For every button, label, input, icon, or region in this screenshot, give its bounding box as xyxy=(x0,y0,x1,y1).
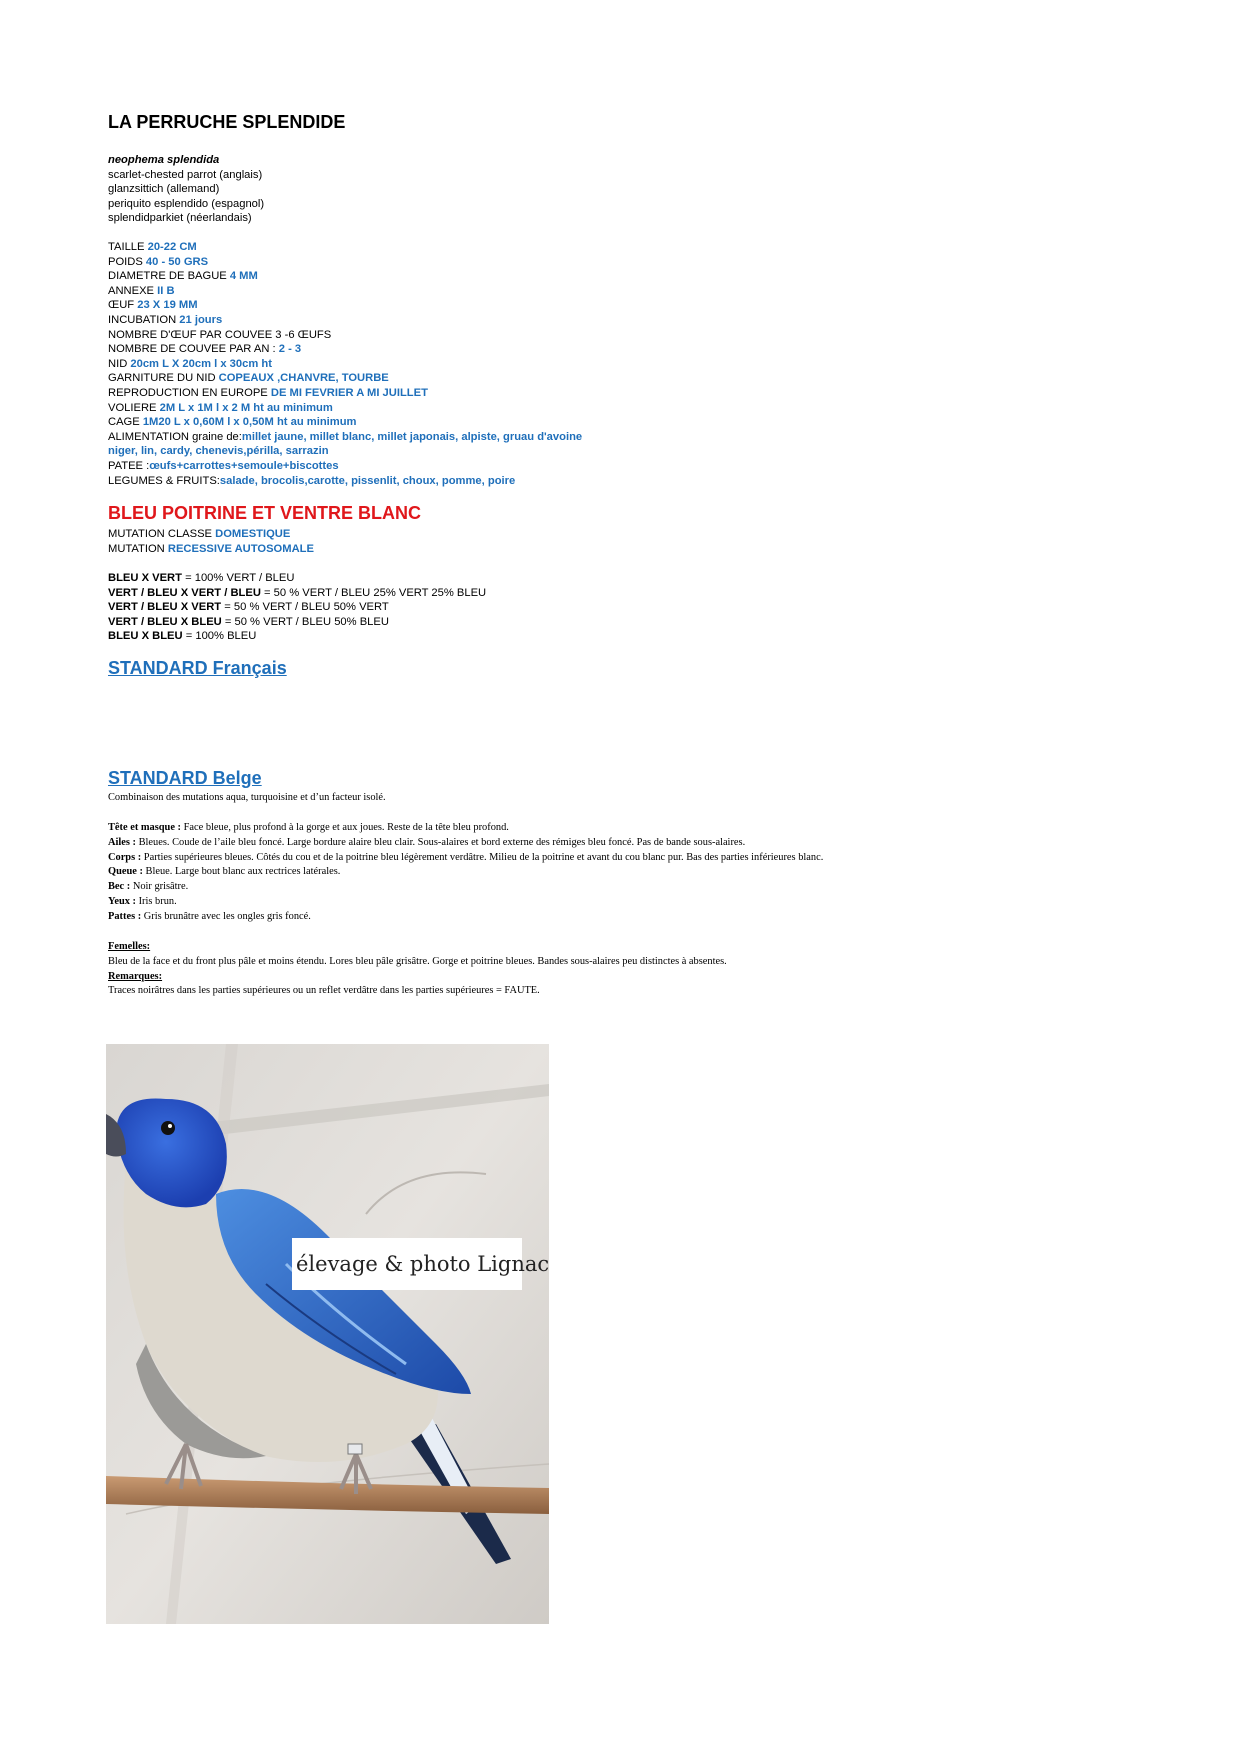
part-row: Pattes : Gris brunâtre avec les ongles gris foncé. xyxy=(108,910,311,922)
fact-row: ALIMENTATION graine de:millet jaune, millet blanc, millet japonais, alpiste, gruau d'avoine xyxy=(108,430,583,443)
remarques-text: Traces noirâtres dans les parties supérieures ou un reflet verdâtre dans les parties supérieures = FAUTE. xyxy=(108,985,540,997)
standard-belge-intro: Combinaison des mutations aqua, turquoisine et d’un facteur isolé. xyxy=(108,792,386,803)
mutation-info xyxy=(108,527,314,556)
femelles-text: Bleu de la face et du front plus pâle et moins étendu. Lores bleu pâle grisâtre. Gorge et poitrine bleues. Bandes sous-alaires peu distinctes à absentes. xyxy=(108,955,727,967)
cross-row: BLEU X VERT = 100% VERT / BLEU xyxy=(108,572,295,584)
standard-belge-parts xyxy=(108,821,823,925)
part-row: Bec : Noir grisâtre. xyxy=(108,881,189,893)
fact-row: POIDS 40 - 50 GRS xyxy=(108,255,209,268)
part-row: Tête et masque : Face bleue, plus profond à la gorge et aux joues. Reste de la tête bleu profond. xyxy=(108,822,509,833)
fact-row: INCUBATION 21 jours xyxy=(108,313,223,326)
part-row: Yeux : Iris brun. xyxy=(108,895,177,907)
dutch-name: splendidparkiet (néerlandais) xyxy=(108,212,252,225)
bird-eye xyxy=(161,1121,175,1135)
fact-row: ŒUF 23 X 19 MM xyxy=(108,299,198,312)
species-names xyxy=(108,153,264,226)
cross-row: BLEU X BLEU = 100% BLEU xyxy=(108,630,257,643)
german-name: glanzsittich (allemand) xyxy=(108,183,220,196)
fact-row: REPRODUCTION EN EUROPE DE MI FEVRIER A MI JUILLET xyxy=(108,386,428,399)
fact-row: PATEE :œufs+carrottes+semoule+biscottes xyxy=(108,459,339,472)
mutation-classe: MUTATION CLASSE DOMESTIQUE xyxy=(108,528,291,540)
spanish-name: periquito esplendido (espagnol) xyxy=(108,197,265,210)
bird-illustration xyxy=(106,1044,549,1624)
cross-row: VERT / BLEU X VERT = 50 % VERT / BLEU 50% VERT xyxy=(108,601,389,614)
page-title: LA PERRUCHE SPLENDIDE xyxy=(108,112,346,132)
facts-list xyxy=(108,240,582,488)
remarques-label: Remarques: xyxy=(108,970,163,982)
fact-row: NOMBRE D'ŒUF PAR COUVEE 3 -6 ŒUFS xyxy=(108,328,332,341)
cross-row: VERT / BLEU X BLEU = 50 % VERT / BLEU 50% BLEU xyxy=(108,615,389,628)
fact-row: GARNITURE DU NID COPEAUX ,CHANVRE, TOURBE xyxy=(108,372,389,385)
fact-row: DIAMETRE DE BAGUE 4 MM xyxy=(108,270,258,283)
standard-belge-link[interactable]: STANDARD Belge xyxy=(108,768,262,788)
part-row: Queue : Bleue. Large bout blanc aux rectrices latérales. xyxy=(108,866,341,878)
fact-row: NID 20cm L X 20cm l x 30cm ht xyxy=(108,357,272,370)
part-row: Ailes : Bleues. Coude de l’aile bleu foncé. Large bordure alaire bleu clair. Sous-alaires et bord externe des rémiges bleu foncé. Pas de bande sous-alaires. xyxy=(108,836,746,848)
part-row: Corps : Parties supérieures bleues. Côtés du cou et de la poitrine bleu légèrement verdâtre. Milieu de la poitrine et avant du cou blanc pur. Bas des parties inférieures blanc. xyxy=(108,851,824,863)
english-name: scarlet-chested parrot (anglais) xyxy=(108,168,263,181)
femelles-label: Femelles: xyxy=(108,941,151,952)
standard-francais-link[interactable]: STANDARD Français xyxy=(108,658,287,678)
fact-row: ANNEXE II B xyxy=(108,284,175,297)
photo-watermark: élevage & photo Lignac xyxy=(292,1238,522,1290)
fact-row: NOMBRE DE COUVEE PAR AN : 2 - 3 xyxy=(108,343,302,356)
mutation-heading: BLEU POITRINE ET VENTRE BLANC xyxy=(108,503,422,523)
fact-row: niger, lin, cardy, chenevis,périlla, sarrazin xyxy=(108,445,329,458)
fact-row: VOLIERE 2M L x 1M l x 2 M ht au minimum xyxy=(108,401,333,414)
fact-row: TAILLE 20-22 CM xyxy=(108,241,197,253)
femelles-section xyxy=(108,940,727,999)
cross-row: VERT / BLEU X VERT / BLEU = 50 % VERT / BLEU 25% VERT 25% BLEU xyxy=(108,586,487,599)
crosses-list xyxy=(108,571,486,644)
mutation-type: MUTATION RECESSIVE AUTOSOMALE xyxy=(108,542,314,555)
latin-name: neophema splendida xyxy=(108,154,220,166)
fact-row: CAGE 1M20 L x 0,60M l x 0,50M ht au minimum xyxy=(108,416,357,429)
fact-row: LEGUMES & FRUITS:salade, brocolis,carotte, pissenlit, choux, pomme, poire xyxy=(108,474,516,487)
bird-photo xyxy=(106,1044,549,1624)
